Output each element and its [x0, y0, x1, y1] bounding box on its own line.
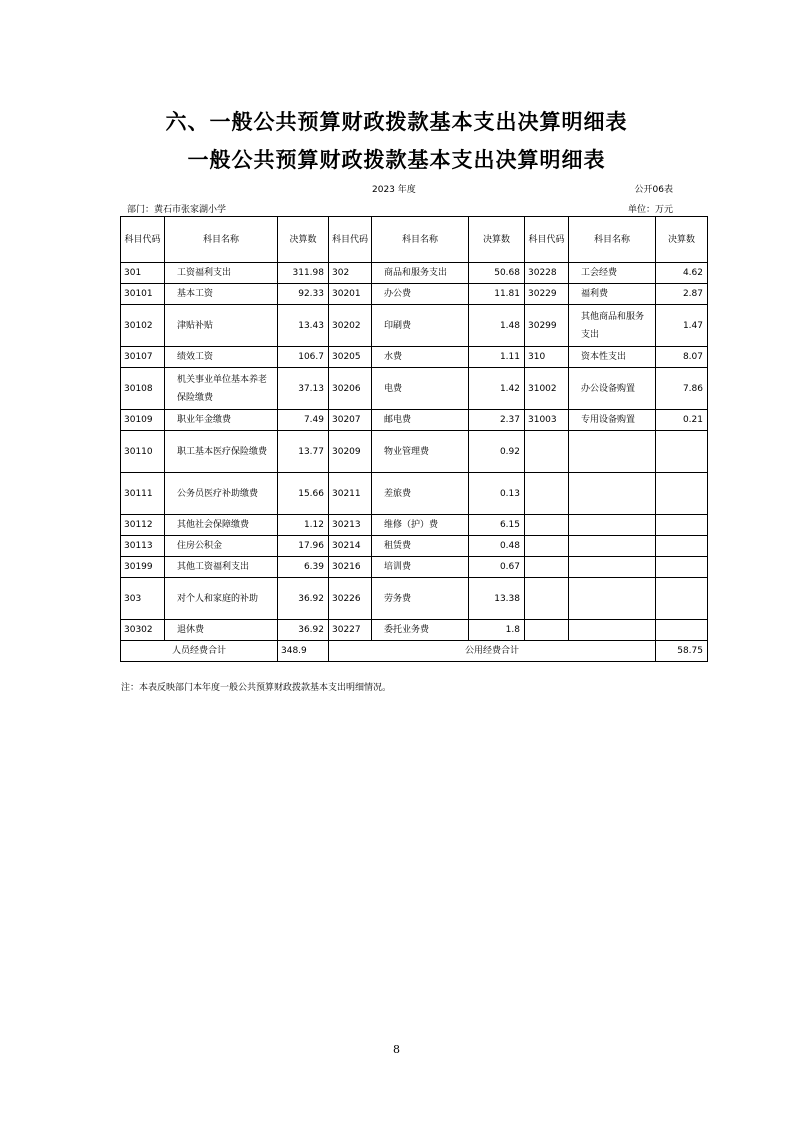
code-cell: 30206 — [329, 368, 372, 410]
code-cell: 30110 — [121, 431, 165, 473]
amount-cell: 1.48 — [469, 305, 525, 347]
amount-cell: 13.38 — [469, 578, 525, 620]
department-label: 部门：黄石市张家湖小学 — [127, 205, 227, 215]
amount-cell: 1.42 — [469, 368, 525, 410]
amount-cell — [656, 557, 708, 578]
amount-cell: 37.13 — [278, 368, 329, 410]
table-row — [121, 284, 708, 305]
expenditure-table — [120, 216, 708, 662]
public-total-value: 58.75 — [656, 641, 708, 662]
amount-cell: 13.77 — [278, 431, 329, 473]
code-cell: 30227 — [329, 620, 372, 641]
name-cell: 工资福利支出 — [165, 263, 278, 284]
table-row — [121, 305, 708, 347]
main-title: 六、一般公共预算财政拨款基本支出决算明细表 — [165, 109, 628, 134]
name-cell: 租赁费 — [372, 536, 469, 557]
amount-cell — [656, 431, 708, 473]
totals-row — [121, 641, 708, 662]
sub-title: 一般公共预算财政拨款基本支出决算明细表 — [187, 147, 606, 172]
amount-cell — [656, 473, 708, 515]
amount-cell: 50.68 — [469, 263, 525, 284]
code-cell: 31002 — [525, 368, 569, 410]
table-row — [121, 347, 708, 368]
name-cell: 印刷费 — [372, 305, 469, 347]
amount-cell: 36.92 — [278, 620, 329, 641]
code-cell: 30226 — [329, 578, 372, 620]
amount-cell: 15.66 — [278, 473, 329, 515]
amount-cell: 1.11 — [469, 347, 525, 368]
year-label: 2023 年度 — [372, 185, 416, 195]
name-cell: 公务员医疗补助缴费 — [165, 473, 278, 515]
code-cell: 301 — [121, 263, 165, 284]
amount-cell: 92.33 — [278, 284, 329, 305]
table-header-row — [121, 217, 708, 263]
code-cell: 30102 — [121, 305, 165, 347]
code-cell: 30112 — [121, 515, 165, 536]
code-cell: 30101 — [121, 284, 165, 305]
table-row — [121, 473, 708, 515]
name-cell — [569, 536, 656, 557]
name-cell: 差旅费 — [372, 473, 469, 515]
code-cell: 30213 — [329, 515, 372, 536]
personnel-total-label: 人员经费合计 — [121, 641, 278, 662]
code-cell: 30211 — [329, 473, 372, 515]
name-cell — [569, 557, 656, 578]
header-amount: 决算数 — [469, 217, 525, 263]
table-row — [121, 536, 708, 557]
personnel-total-value: 348.9 — [278, 641, 329, 662]
name-cell: 住房公积金 — [165, 536, 278, 557]
amount-cell: 6.15 — [469, 515, 525, 536]
code-cell: 30302 — [121, 620, 165, 641]
amount-cell: 8.07 — [656, 347, 708, 368]
public-total-label: 公用经费合计 — [329, 641, 656, 662]
code-cell: 30113 — [121, 536, 165, 557]
code-cell: 30109 — [121, 410, 165, 431]
code-cell: 30209 — [329, 431, 372, 473]
name-cell: 退休费 — [165, 620, 278, 641]
code-cell: 30202 — [329, 305, 372, 347]
header-code: 科目代码 — [121, 217, 165, 263]
amount-cell: 11.81 — [469, 284, 525, 305]
amount-cell: 36.92 — [278, 578, 329, 620]
unit-label: 单位：万元 — [627, 205, 673, 215]
code-cell — [525, 431, 569, 473]
amount-cell: 6.39 — [278, 557, 329, 578]
code-cell: 310 — [525, 347, 569, 368]
code-cell — [525, 536, 569, 557]
code-cell — [525, 620, 569, 641]
amount-cell: 7.86 — [656, 368, 708, 410]
code-cell — [525, 515, 569, 536]
code-cell: 30205 — [329, 347, 372, 368]
table-note: 注：本表反映部门本年度一般公共预算财政拨款基本支出明细情况。 — [121, 683, 392, 693]
table-row — [121, 410, 708, 431]
code-cell: 30214 — [329, 536, 372, 557]
amount-cell: 311.98 — [278, 263, 329, 284]
name-cell — [569, 431, 656, 473]
name-cell: 专用设备购置 — [569, 410, 656, 431]
amount-cell: 17.96 — [278, 536, 329, 557]
header-code: 科目代码 — [329, 217, 372, 263]
amount-cell: 1.12 — [278, 515, 329, 536]
name-cell: 对个人和家庭的补助 — [165, 578, 278, 620]
amount-cell: 0.92 — [469, 431, 525, 473]
table-row — [121, 263, 708, 284]
header-name: 科目名称 — [372, 217, 469, 263]
header-code: 科目代码 — [525, 217, 569, 263]
table-row — [121, 620, 708, 641]
name-cell: 津贴补贴 — [165, 305, 278, 347]
name-cell: 商品和服务支出 — [372, 263, 469, 284]
amount-cell: 0.13 — [469, 473, 525, 515]
code-cell: 30216 — [329, 557, 372, 578]
header-amount: 决算数 — [278, 217, 329, 263]
code-cell: 30108 — [121, 368, 165, 410]
code-cell — [525, 578, 569, 620]
name-cell — [569, 578, 656, 620]
amount-cell: 13.43 — [278, 305, 329, 347]
name-cell: 邮电费 — [372, 410, 469, 431]
name-cell: 劳务费 — [372, 578, 469, 620]
header-amount: 决算数 — [656, 217, 708, 263]
form-number: 公开06表 — [634, 185, 673, 195]
code-cell: 30228 — [525, 263, 569, 284]
code-cell: 30229 — [525, 284, 569, 305]
name-cell: 物业管理费 — [372, 431, 469, 473]
name-cell: 机关事业单位基本养老保险缴费 — [165, 368, 278, 410]
name-cell: 工会经费 — [569, 263, 656, 284]
amount-cell: 2.87 — [656, 284, 708, 305]
code-cell: 31003 — [525, 410, 569, 431]
name-cell: 培训费 — [372, 557, 469, 578]
name-cell: 其他商品和服务支出 — [569, 305, 656, 347]
name-cell: 办公设备购置 — [569, 368, 656, 410]
name-cell: 职工基本医疗保险缴费 — [165, 431, 278, 473]
code-cell: 303 — [121, 578, 165, 620]
amount-cell: 0.21 — [656, 410, 708, 431]
amount-cell: 4.62 — [656, 263, 708, 284]
name-cell: 资本性支出 — [569, 347, 656, 368]
code-cell — [525, 557, 569, 578]
code-cell: 30199 — [121, 557, 165, 578]
name-cell: 水费 — [372, 347, 469, 368]
amount-cell: 0.67 — [469, 557, 525, 578]
amount-cell: 106.7 — [278, 347, 329, 368]
name-cell: 维修（护）费 — [372, 515, 469, 536]
code-cell — [525, 473, 569, 515]
amount-cell: 7.49 — [278, 410, 329, 431]
name-cell: 办公费 — [372, 284, 469, 305]
amount-cell: 1.47 — [656, 305, 708, 347]
name-cell: 其他社会保障缴费 — [165, 515, 278, 536]
code-cell: 30107 — [121, 347, 165, 368]
code-cell: 302 — [329, 263, 372, 284]
name-cell — [569, 620, 656, 641]
amount-cell — [656, 620, 708, 641]
code-cell: 30201 — [329, 284, 372, 305]
name-cell: 委托业务费 — [372, 620, 469, 641]
header-name: 科目名称 — [569, 217, 656, 263]
amount-cell: 2.37 — [469, 410, 525, 431]
table-row — [121, 557, 708, 578]
amount-cell: 0.48 — [469, 536, 525, 557]
table-row — [121, 578, 708, 620]
table-row — [121, 515, 708, 536]
name-cell: 职业年金缴费 — [165, 410, 278, 431]
name-cell: 福利费 — [569, 284, 656, 305]
name-cell: 电费 — [372, 368, 469, 410]
code-cell: 30299 — [525, 305, 569, 347]
amount-cell — [656, 515, 708, 536]
amount-cell — [656, 536, 708, 557]
name-cell — [569, 473, 656, 515]
header-name: 科目名称 — [165, 217, 278, 263]
table-row — [121, 368, 708, 410]
page-number: 8 — [393, 1043, 400, 1056]
amount-cell — [656, 578, 708, 620]
table-row — [121, 431, 708, 473]
name-cell: 绩效工资 — [165, 347, 278, 368]
name-cell — [569, 515, 656, 536]
code-cell: 30207 — [329, 410, 372, 431]
code-cell: 30111 — [121, 473, 165, 515]
name-cell: 其他工资福利支出 — [165, 557, 278, 578]
amount-cell: 1.8 — [469, 620, 525, 641]
name-cell: 基本工资 — [165, 284, 278, 305]
